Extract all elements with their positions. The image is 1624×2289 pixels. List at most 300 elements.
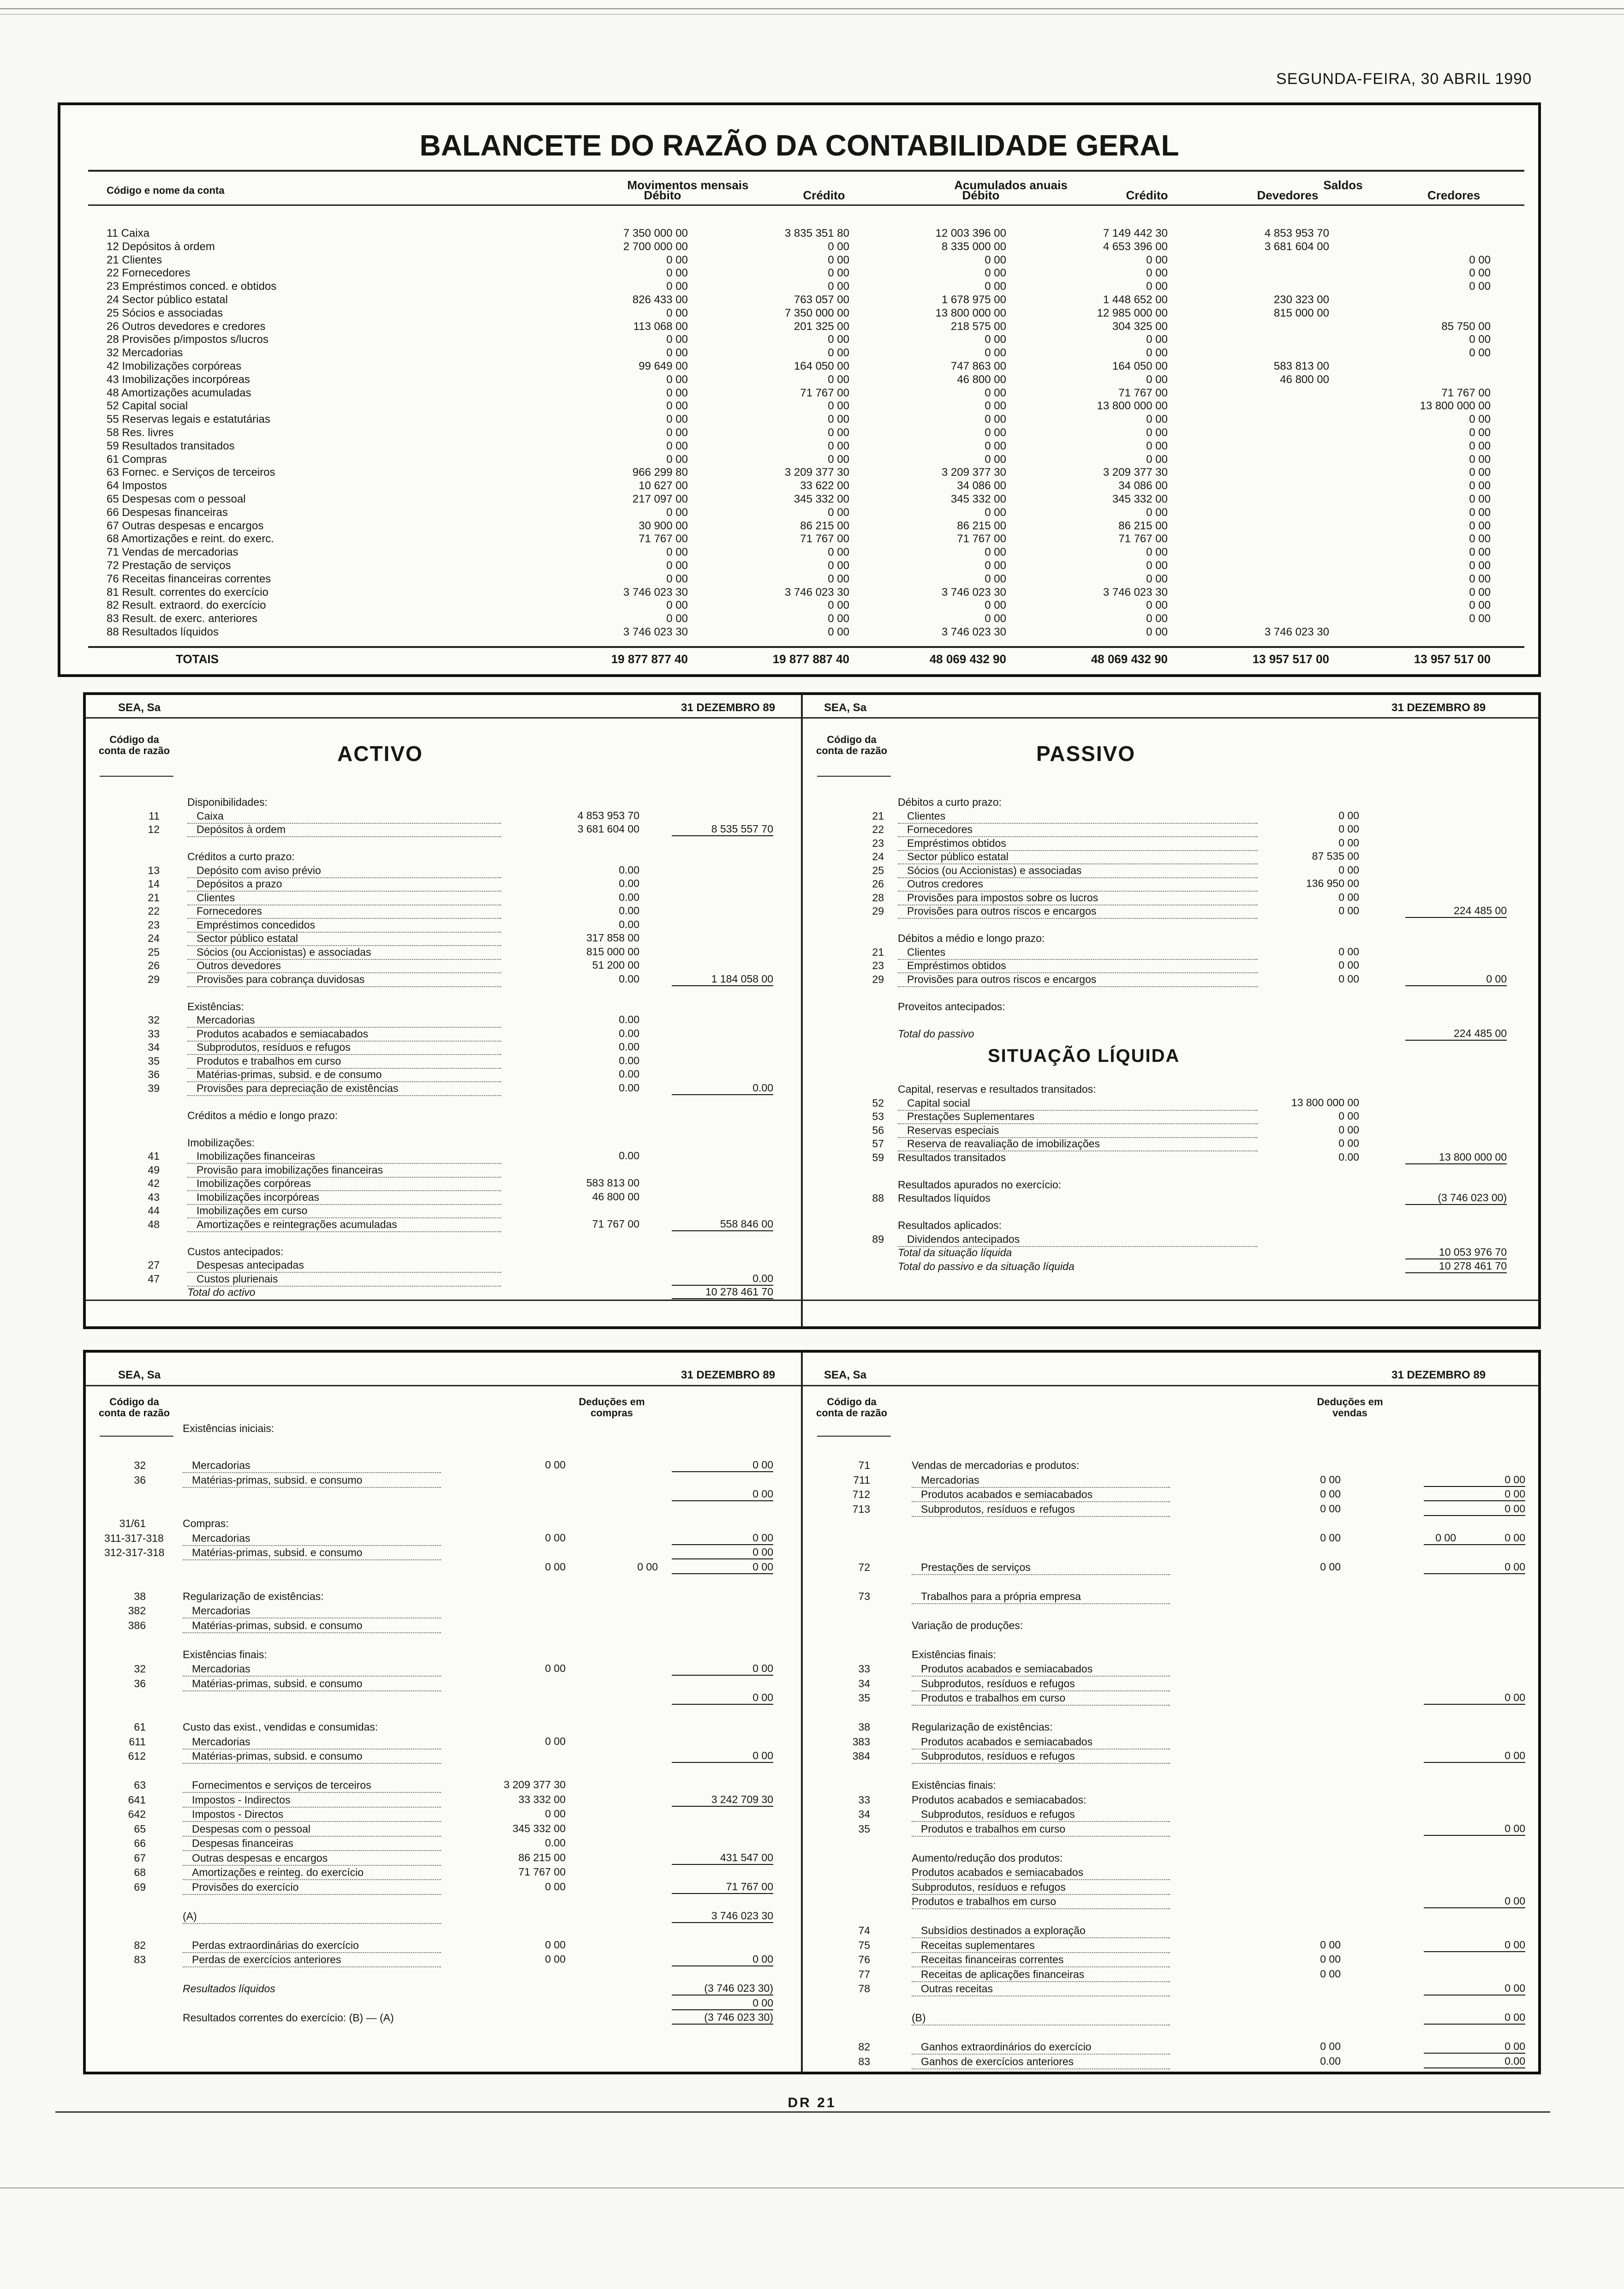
row-amount: 0 00	[1338, 905, 1359, 917]
row-code: 65	[134, 1822, 146, 1835]
acc-credito-value: 164 050 00	[1112, 360, 1168, 372]
row-code: 712	[852, 1488, 870, 1500]
saldo-dev-value	[1228, 493, 1329, 506]
row-label: Total do activo	[187, 1286, 256, 1298]
row-label: Compras:	[183, 1517, 229, 1529]
mov-credito-value: 0 00	[828, 426, 849, 439]
acc-credito-value: 0 00	[1146, 599, 1168, 612]
mov-credito-value: 0 00	[828, 333, 849, 346]
row-label: Fornecedores	[898, 823, 1258, 837]
saldo-dev-value	[1228, 586, 1329, 599]
row-label: Existências:	[187, 1000, 244, 1013]
bs-date-left: 31 DEZEMBRO 89	[681, 701, 776, 714]
bs-code-header-right: Código da conta de razão	[816, 734, 888, 756]
saldo-cred-value	[1389, 307, 1491, 320]
row-label: Custos antecipados:	[187, 1245, 284, 1258]
row-amount: 0.00	[619, 972, 639, 985]
row-label: Depósitos a prazo	[187, 877, 501, 892]
row-label: Empréstimos obtidos	[898, 959, 1258, 973]
row-total: 13 800 000 00	[1405, 1151, 1507, 1164]
row-label: Mercadorias	[183, 1735, 441, 1750]
row-total: 1 184 058 00	[672, 973, 773, 986]
row-label: Imobilizações corpóreas	[187, 1177, 501, 1191]
row-code: 35	[858, 1692, 870, 1704]
saldo-dev-value	[1228, 333, 1329, 347]
row-label: Sector público estatal	[187, 932, 501, 946]
row-label: Produtos acabados e semiacabados:	[912, 1793, 1087, 1806]
row-label: Sócios (ou Accionistas) e associadas	[187, 946, 501, 960]
row-amount: 815 000 00	[586, 945, 639, 958]
saldo-dev-value	[1228, 559, 1329, 573]
mov-credito-value: 3 835 351 80	[784, 227, 849, 240]
row-code: 66	[134, 1837, 146, 1849]
row-label: Subprodutos, resíduos e refugos	[912, 1881, 1170, 1895]
row-label: Produtos acabados e semiacabados	[912, 1488, 1170, 1502]
row-code: 32	[148, 1014, 160, 1026]
res-code-header-right: Código da conta de razão	[816, 1396, 888, 1419]
row-amount: 0 00	[1338, 836, 1359, 849]
row-total: 3 746 023 30	[672, 1910, 773, 1923]
acc-debito-value: 0 00	[985, 347, 1006, 360]
saldo-cred-value: 0 00	[1469, 347, 1491, 360]
res-company-left: SEA, Sa	[118, 1369, 161, 1381]
row-code: 311-317-318	[104, 1532, 164, 1544]
row-code: 22	[148, 905, 160, 917]
row-code: 642	[128, 1808, 146, 1820]
row-total: 0 00	[1424, 1939, 1525, 1952]
row-total: 0 00	[1424, 1822, 1525, 1836]
row-label: Matérias-primas, subsid. e consumo	[183, 1677, 441, 1691]
deducoes-vendas-header: Deduções em vendas	[1317, 1396, 1383, 1419]
row-label: Clientes	[898, 946, 1258, 960]
row-label: Disponibilidades:	[187, 796, 268, 808]
row-code: 49	[148, 1163, 160, 1176]
row-label: Mercadorias	[183, 1604, 441, 1618]
saldo-dev-value	[1228, 520, 1329, 533]
acc-debito-value: 0 00	[985, 559, 1006, 572]
row-code: 711	[853, 1474, 870, 1486]
row-amount: 0.00	[619, 1027, 639, 1039]
acc-credito-value: 0 00	[1146, 506, 1168, 519]
row-label: Custos plurienais	[187, 1272, 501, 1287]
row-code: 63	[134, 1779, 146, 1791]
mov-debito-value: 0 00	[666, 413, 688, 426]
row-amount: 136 950 00	[1306, 877, 1359, 889]
row-total: 0 00	[672, 1488, 773, 1501]
row-amount: 0.00	[619, 1054, 639, 1067]
row-label: Ganhos extraordinários do exercício	[912, 2040, 1170, 2055]
mov-credito-value: 164 050 00	[794, 360, 849, 372]
row-code: 89	[872, 1233, 884, 1245]
row-amount: 71 767 00	[518, 1866, 566, 1878]
ledger-frame	[58, 102, 1541, 677]
row-label: Prestações Suplementares	[898, 1110, 1258, 1124]
mov-credito-value: 0 00	[828, 612, 849, 625]
saldo-dev-value	[1228, 387, 1329, 400]
account-name: 43 Imobilizações incorpóreas	[107, 373, 250, 386]
row-label: Despesas com o pessoal	[183, 1822, 441, 1837]
row-code: 611	[129, 1735, 146, 1748]
saldo-cred-value: 0 00	[1469, 267, 1491, 280]
acc-debito-value: 3 209 377 30	[941, 466, 1006, 479]
acc-debito-value: 3 746 023 30	[941, 586, 1006, 599]
row-label: Existências finais:	[912, 1779, 996, 1791]
row-total: 0 00	[1424, 2040, 1525, 2054]
bs-code-header-left: Código da conta de razão	[98, 734, 170, 756]
acc-credito-value: 0 00	[1146, 373, 1168, 386]
row-code: 26	[148, 959, 160, 971]
row-amount: 0 00	[1338, 1110, 1359, 1122]
row-amount: 3 209 377 30	[503, 1779, 566, 1791]
account-name: 24 Sector público estatal	[107, 293, 228, 306]
account-name: 83 Result. de exerc. anteriores	[107, 612, 257, 625]
row-label: Fornecedores	[187, 905, 501, 919]
acc-debito-value: 0 00	[985, 333, 1006, 346]
saldo-dev-col	[1228, 227, 1329, 639]
row-amount: 0 00	[1338, 891, 1359, 903]
account-name: 63 Fornec. e Serviços de terceiros	[107, 466, 275, 479]
row-code: 31/61	[119, 1517, 146, 1529]
saldo-dev-value	[1228, 453, 1329, 467]
row-label: Matérias-primas, subsid. e consumo	[183, 1619, 441, 1633]
row-label: Créditos a curto prazo:	[187, 851, 295, 863]
row-amount: 0 00	[545, 1560, 566, 1573]
row-label: Total do passivo	[898, 1027, 974, 1040]
row-amount: 71 767 00	[592, 1217, 639, 1230]
row-amount: 0 00	[1320, 1488, 1341, 1500]
account-name: 66 Despesas financeiras	[107, 506, 228, 519]
row-code: 39	[148, 1082, 160, 1094]
row-code: 612	[128, 1750, 146, 1762]
page-number: DR 21	[788, 2095, 836, 2110]
row-code: 36	[134, 1474, 146, 1486]
acc-credito-value: 0 00	[1146, 253, 1168, 266]
account-name: 67 Outras despesas e encargos	[107, 519, 264, 532]
account-name: 26 Outros devedores e credores	[107, 320, 266, 333]
h-devedores: Devedores	[1257, 188, 1319, 202]
row-code: 11	[149, 809, 160, 822]
row-label: Variação de produções:	[912, 1619, 1023, 1631]
row-label: Trabalhos para a própria empresa	[912, 1590, 1170, 1604]
saldo-dev-value	[1228, 612, 1329, 626]
row-code: 67	[134, 1852, 146, 1864]
row-code: 72	[858, 1561, 870, 1573]
saldo-cred-value: 0 00	[1469, 586, 1491, 599]
row-amount: 0 00	[545, 1953, 566, 1965]
row-total: 0 00	[672, 1953, 773, 1966]
mov-credito-value: 0 00	[828, 453, 849, 466]
acc-debito-value: 1 678 975 00	[941, 293, 1006, 306]
acc-credito-value: 0 00	[1146, 625, 1168, 638]
acc-credito-value: 345 332 00	[1112, 492, 1168, 505]
row-amount: 0 00	[1338, 1123, 1359, 1136]
acc-credito-value: 0 00	[1146, 439, 1168, 452]
row-code: 21	[872, 809, 884, 822]
account-name: 76 Receitas financeiras correntes	[107, 572, 271, 585]
mov-debito-value: 0 00	[666, 306, 688, 319]
row-code: 22	[872, 823, 884, 835]
mov-debito-value: 0 00	[666, 599, 688, 612]
saldo-cred-value	[1389, 360, 1491, 373]
row-amount: 0 00	[1320, 1502, 1341, 1515]
acc-credito-value: 0 00	[1146, 413, 1168, 426]
row-label: Imobilizações incorpóreas	[187, 1191, 501, 1205]
row-code: 312-317-318	[104, 1546, 165, 1558]
row-amount: 0 00	[1338, 809, 1359, 821]
mov-debito-value: 826 433 00	[632, 293, 688, 306]
account-name: 68 Amortizações e reint. do exerc.	[107, 533, 274, 545]
row-label: Provisões do exercício	[183, 1881, 441, 1895]
saldo-cred-col	[1389, 227, 1491, 639]
acc-debito-value: 345 332 00	[950, 492, 1006, 505]
acc-credito-value: 0 00	[1146, 347, 1168, 360]
row-label: Matérias-primas, subsid. e consumo	[183, 1750, 441, 1764]
row-amount: 0 00	[1320, 1560, 1341, 1573]
saldo-cred-value: 71 767 00	[1441, 386, 1491, 399]
account-name: 55 Reservas legais e estatutárias	[107, 413, 270, 426]
mov-debito-value: 0 00	[666, 546, 688, 559]
row-amount: 0 00	[1338, 823, 1359, 835]
row-amount: 51 200 00	[592, 959, 639, 971]
saldo-dev-value	[1228, 479, 1329, 493]
mov-credito-col	[748, 227, 849, 639]
saldo-dev-value: 46 800 00	[1280, 373, 1329, 386]
row-code: 43	[148, 1191, 160, 1203]
saldo-dev-value: 3 681 604 00	[1264, 240, 1329, 253]
row-label: Perdas extraordinárias do exercício	[183, 1939, 441, 1953]
acc-debito-value: 0 00	[985, 280, 1006, 293]
bs-date-right: 31 DEZEMBRO 89	[1391, 701, 1486, 714]
mov-debito-value: 99 649 00	[639, 360, 688, 372]
saldo-cred-value	[1389, 373, 1491, 387]
total-acc-debito: 48 069 432 90	[929, 652, 1006, 666]
row-code: 33	[858, 1663, 870, 1675]
row-total: 431 547 00	[672, 1852, 773, 1865]
row-label: Mercadorias	[183, 1459, 441, 1473]
row-total: 0 00	[1405, 973, 1507, 986]
row-amount: 0.00	[619, 905, 639, 917]
row-total: 0 00	[1424, 1895, 1525, 1908]
mov-debito-value: 0 00	[666, 572, 688, 585]
acc-debito-value: 0 00	[985, 453, 1006, 466]
row-label: Provisões para outros riscos e encargos	[898, 973, 1258, 987]
row-code: 68	[134, 1866, 146, 1878]
row-code: 21	[872, 946, 884, 958]
row-amount: 0.00	[619, 891, 639, 903]
row-code: 74	[858, 1924, 870, 1936]
row-label: Subsídios destinados a exploração	[912, 1924, 1170, 1938]
row-total: 0 00	[672, 1662, 773, 1676]
row-label: Capital, reservas e resultados transitados:	[898, 1083, 1096, 1095]
row-code: 641	[128, 1793, 146, 1806]
acc-credito-value: 0 00	[1146, 612, 1168, 625]
mov-credito-value: 33 622 00	[800, 479, 849, 492]
deducoes-compras-header: Deduções em compras	[579, 1396, 645, 1419]
mov-credito-value: 0 00	[828, 400, 849, 413]
saldo-dev-value: 583 813 00	[1273, 360, 1329, 372]
row-label: Capital social	[898, 1097, 1258, 1111]
row-label: Subprodutos, resíduos e refugos	[912, 1750, 1170, 1764]
row-label: Provisões para impostos sobre os lucros	[898, 891, 1258, 905]
row-code: 35	[858, 1822, 870, 1835]
row-code: 23	[872, 837, 884, 849]
row-label: Débitos a curto prazo:	[898, 796, 1002, 808]
row-code: 29	[872, 973, 884, 985]
row-code: 34	[858, 1808, 870, 1820]
mov-debito-value: 2 700 000 00	[623, 240, 688, 253]
acc-credito-value: 4 653 396 00	[1103, 240, 1168, 253]
row-label: Amortizações e reintegrações acumuladas	[187, 1218, 501, 1232]
row-amount: 0.00	[619, 1150, 639, 1162]
row-total: 558 846 00	[672, 1218, 773, 1231]
row-label: Regularização de existências:	[912, 1721, 1053, 1733]
row-label: Proveitos antecipados:	[898, 1000, 1005, 1013]
row-label: Despesas antecipadas	[187, 1258, 501, 1273]
row-label: Dividendos antecipados	[898, 1233, 1258, 1247]
row-label: Custo das exist., vendidas e consumidas:	[183, 1721, 378, 1733]
saldo-dev-value: 815 000 00	[1273, 306, 1329, 319]
total-mov-credito: 19 877 887 40	[772, 652, 849, 666]
acc-credito-value: 0 00	[1146, 280, 1168, 293]
row-label: Produtos e trabalhos em curso	[912, 1895, 1170, 1909]
res-company-right: SEA, Sa	[824, 1369, 867, 1381]
acc-debito-value: 86 215 00	[957, 519, 1006, 532]
acc-debito-value: 0 00	[985, 612, 1006, 625]
mov-credito-value: 7 350 000 00	[784, 306, 849, 319]
acc-debito-value: 12 003 396 00	[935, 227, 1006, 240]
h-mov-credito: Crédito	[803, 188, 845, 202]
row-code: 713	[852, 1503, 870, 1515]
acc-credito-value: 34 086 00	[1118, 479, 1168, 492]
row-label: Subprodutos, resíduos e refugos	[187, 1041, 501, 1055]
row-amount: 0.00	[1320, 2055, 1341, 2067]
group-saldos: Saldos	[1323, 178, 1363, 192]
mov-credito-value: 0 00	[828, 559, 849, 572]
row-label: Impostos - Directos	[183, 1808, 441, 1822]
acc-debito-value: 0 00	[985, 599, 1006, 612]
mov-credito-value: 201 325 00	[794, 320, 849, 333]
row-code: 82	[858, 2041, 870, 2053]
mov-debito-value: 71 767 00	[639, 533, 688, 545]
h-acc-credito: Crédito	[1126, 188, 1168, 202]
saldo-cred-value	[1389, 294, 1491, 307]
row-label: Resultados aplicados:	[898, 1219, 1002, 1231]
row-label: Subprodutos, resíduos e refugos	[912, 1808, 1170, 1822]
row-code: 34	[148, 1041, 160, 1053]
row-amount: 0 00	[1320, 2040, 1341, 2052]
col-account-header: Código e nome da conta	[107, 185, 225, 196]
mov-debito-col	[586, 227, 688, 639]
row-amount: 0 00	[1320, 1938, 1341, 1951]
row-amount: 0.00	[545, 1837, 566, 1849]
row-code: 83	[134, 1953, 146, 1965]
row-label: Clientes	[898, 809, 1258, 824]
acc-debito-value: 0 00	[985, 572, 1006, 585]
row-total: 0 00	[672, 1532, 773, 1545]
row-label: Existências finais:	[912, 1648, 996, 1660]
row-amount: 4 853 953 70	[577, 809, 639, 821]
account-name: 11 Caixa	[107, 227, 149, 240]
acc-credito-value: 304 325 00	[1112, 320, 1168, 333]
row-label: Produtos e trabalhos em curso	[912, 1691, 1170, 1706]
acc-debito-col	[905, 227, 1006, 639]
saldo-cred-value: 85 750 00	[1441, 320, 1491, 333]
res-date-right: 31 DEZEMBRO 89	[1391, 1369, 1486, 1381]
row-label: Resultados transitados	[898, 1151, 1006, 1163]
row-total: 8 535 557 70	[672, 823, 773, 836]
group-acumulados: Acumulados anuais	[954, 178, 1068, 192]
row-code: 25	[872, 864, 884, 876]
saldo-cred-value: 0 00	[1469, 612, 1491, 625]
saldo-dev-value	[1228, 546, 1329, 559]
row-total: 0 00	[1424, 1750, 1525, 1763]
row-code: 56	[872, 1124, 884, 1136]
row-code: 48	[148, 1218, 160, 1230]
row-total: 0 00	[1424, 1474, 1525, 1487]
row-amount: 0 00	[1320, 1967, 1341, 1980]
mov-credito-value: 71 767 00	[800, 533, 849, 545]
row-label: Receitas suplementares	[912, 1939, 1170, 1953]
account-name: 58 Res. livres	[107, 426, 174, 439]
account-name: 25 Sócios e associadas	[107, 306, 223, 319]
row-label: Receitas financeiras correntes	[912, 1953, 1170, 1967]
mov-credito-value: 0 00	[828, 373, 849, 386]
row-amount: 0 00	[545, 1735, 566, 1747]
row-amount: 0.00	[619, 1013, 639, 1025]
row-label: (A)	[183, 1910, 441, 1924]
row-amount: 0.00	[619, 1041, 639, 1053]
row-label: Existências finais:	[183, 1648, 267, 1660]
row-label: Provisões para cobrança duvidosas	[187, 973, 501, 987]
account-name: 28 Provisões p/impostos s/lucros	[107, 333, 269, 346]
res-code-header-left: Código da conta de razão	[98, 1396, 170, 1419]
acc-credito-value: 0 00	[1146, 267, 1168, 280]
row-total: 0.00	[672, 1272, 773, 1286]
acc-credito-value: 0 00	[1146, 333, 1168, 346]
acc-credito-value: 0 00	[1146, 453, 1168, 466]
saldo-cred-value: 0 00	[1469, 599, 1491, 612]
situacao-liquida-title: SITUAÇÃO LÍQUIDA	[988, 1046, 1180, 1066]
saldo-dev-value	[1228, 506, 1329, 520]
mov-debito-value: 0 00	[666, 280, 688, 293]
row-label: Empréstimos concedidos	[187, 918, 501, 933]
acc-debito-value: 13 800 000 00	[935, 306, 1006, 319]
row-code: 42	[148, 1177, 160, 1189]
row-code: 36	[148, 1068, 160, 1080]
row-total: 224 485 00	[1405, 1027, 1507, 1041]
row-code: 382	[128, 1605, 146, 1617]
row-code: 33	[858, 1793, 870, 1806]
row-label: Perdas de exercícios anteriores	[183, 1953, 441, 1967]
row-label: Total da situação líquida	[898, 1246, 1012, 1258]
row-label: Sector público estatal	[898, 850, 1258, 864]
row-amount: 0 00	[545, 1459, 566, 1471]
row-total: 0 00	[1424, 1561, 1525, 1574]
row-code: 82	[134, 1939, 146, 1951]
row-code: 52	[872, 1097, 884, 1109]
account-name: 81 Result. correntes do exercício	[107, 586, 269, 599]
mov-credito-value: 0 00	[828, 253, 849, 266]
account-name: 65 Despesas com o pessoal	[107, 492, 246, 505]
row-code: 32	[134, 1459, 146, 1471]
mov-debito-value: 0 00	[666, 612, 688, 625]
row-label: Produtos e trabalhos em curso	[187, 1055, 501, 1069]
row-label: Imobilizações financeiras	[187, 1150, 501, 1164]
mov-debito-value: 0 00	[666, 506, 688, 519]
mov-debito-value: 0 00	[666, 267, 688, 280]
saldo-dev-value	[1228, 320, 1329, 334]
row-label: Créditos a médio e longo prazo:	[187, 1109, 338, 1121]
